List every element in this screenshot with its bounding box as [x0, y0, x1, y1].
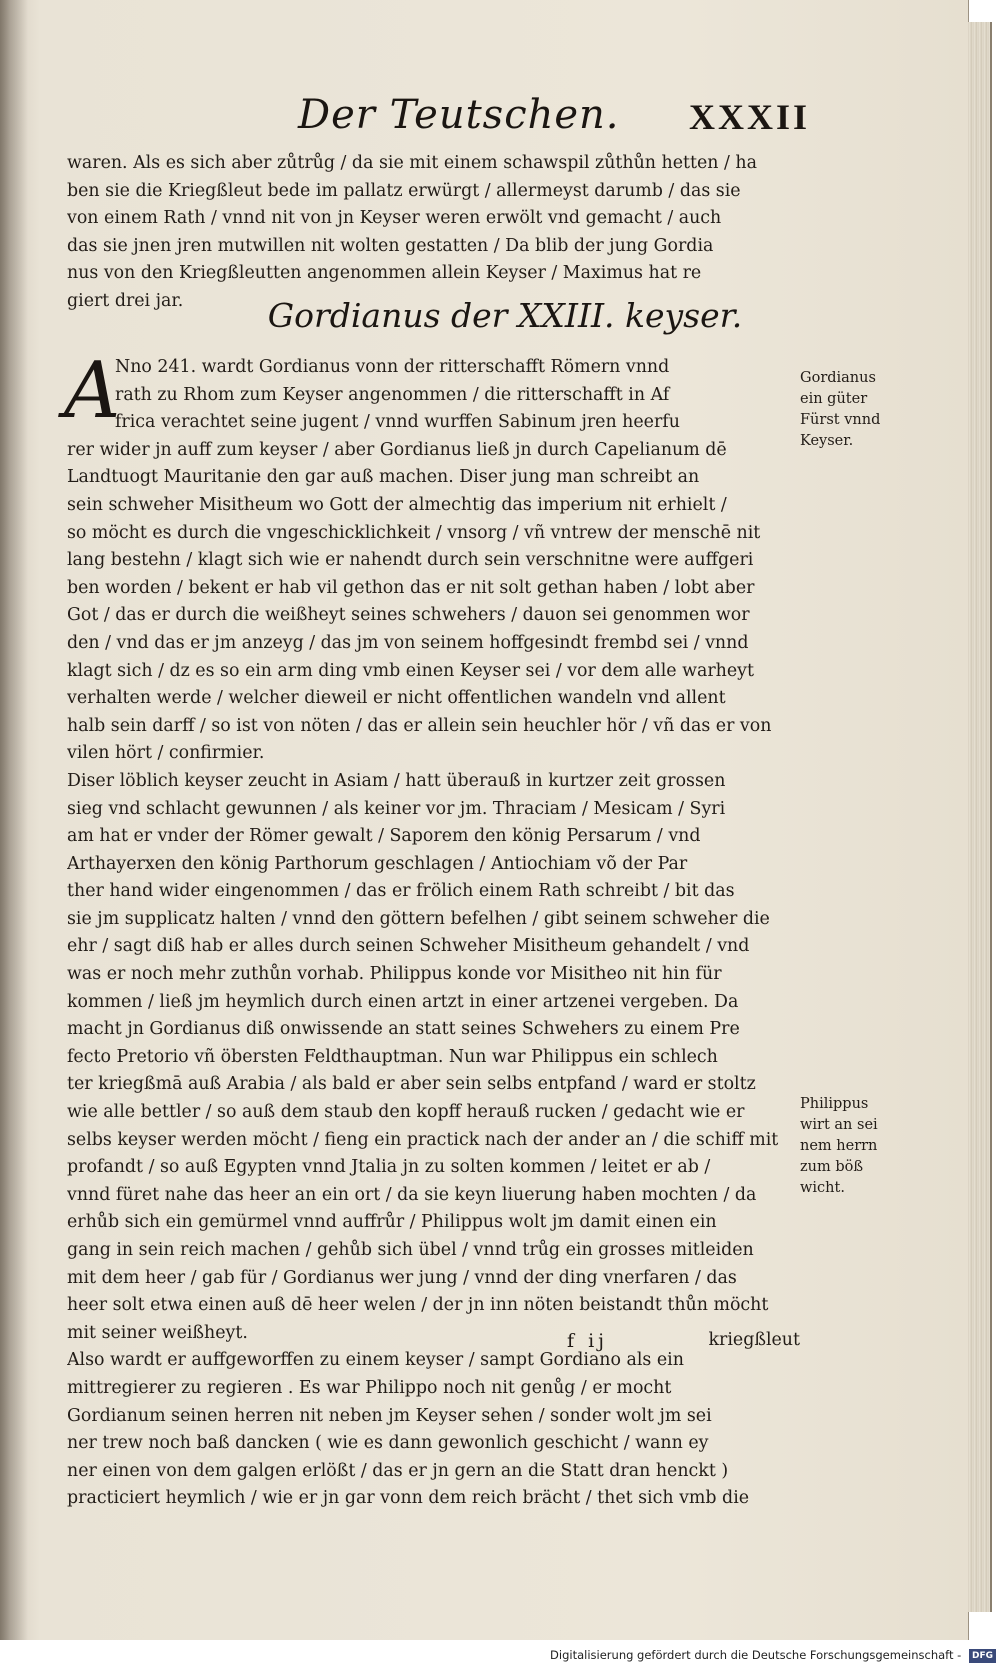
drop-cap-initial: A: [64, 346, 121, 436]
margin-note-line: Fürst vnnd: [800, 412, 881, 428]
digitization-credit: [0, 1646, 996, 1664]
text-line: mit seiner weißheyt.: [67, 1322, 248, 1343]
page-footer: [67, 1330, 800, 1358]
margin-note-line: Keyser.: [800, 433, 854, 449]
text-line: sie jm supplicatz halten / vnnd den göttern befelhen / gibt seinem schweher die: [67, 908, 770, 929]
margin-note-line: Philippus: [800, 1096, 869, 1112]
text-line: ther hand wider eingenommen / das er frölich einem Rath schreibt / bit das: [67, 881, 735, 902]
text-line: selbs keyser werden möcht / fieng ein practick nach der ander an / die schiff mit: [67, 1129, 779, 1150]
text-line: lang bestehn / klagt sich wie er nahendt durch sein verschnitne were auffgeri: [67, 550, 754, 571]
text-line: gang in sein reich machen / gehůb sich übel / vnnd trůg ein grosses mitleiden: [67, 1240, 754, 1260]
text-line: fecto Pretorio vñ öbersten Feldthauptman. Nun war Philippus ein schlech: [67, 1046, 718, 1067]
text-line: mittregierer zu regieren . Es war Philippo noch nit genůg / er mocht: [67, 1377, 672, 1398]
text-line: ben worden / bekent er hab vil gethon das er nit solt gethan haben / lobt aber: [67, 577, 755, 598]
margin-note-line: wicht.: [800, 1180, 845, 1196]
text-line: erhůb sich ein gemürmel vnnd auffrůr / Philippus wolt jm damit einen ein: [67, 1212, 717, 1233]
margin-note-line: ein güter: [800, 391, 868, 407]
page-fore-edge: [968, 22, 992, 1612]
margin-note-line: zum böß: [800, 1159, 864, 1175]
dfg-logo: DFG: [969, 1649, 996, 1663]
text-line: klagt sich / dz es so ein arm ding vmb einen Keyser sei / vor dem alle warheyt: [67, 660, 754, 681]
running-head: Der Teutschen.: [298, 92, 620, 138]
text-block-intro: [67, 150, 790, 316]
text-line: sieg vnd schlacht gewunnen / als keiner vor jm. Thraciam / Mesicam / Syri: [67, 798, 726, 819]
folio-number: XXXII: [688, 97, 810, 137]
text-line: nus von den Kriegßleutten angenommen allein Keyser / Maximus hat re: [67, 263, 702, 284]
page-header: [70, 92, 810, 152]
text-line: kommen / ließ jm heymlich durch einen artzt in einer artzenei vergeben. Da: [67, 991, 739, 1012]
text-line: ter kriegßmā auß Arabia / als bald er aber sein selbs entpfand / ward er stoltz: [67, 1074, 756, 1095]
text-line: Gordianum seinen herren nit neben jm Keyser sehen / sonder wolt jm sei: [67, 1405, 712, 1426]
text-line: Landtuogt Mauritanie den gar auß machen. Diser jung man schreibt an: [67, 467, 700, 488]
text-line: heer solt etwa einen auß dē heer welen / der jn inn nöten beistandt thůn möcht: [67, 1295, 769, 1316]
text-line: profandt / so auß Egypten vnnd Jtalia jn zu solten kommen / leitet er ab /: [67, 1157, 711, 1178]
text-line: sein schweher Misitheum wo Gott der almechtig das imperium nit erhielt /: [67, 494, 727, 515]
text-line: ehr / sagt diß hab er alles durch seinen Schweher Misitheum gehandelt / vnd: [67, 936, 750, 957]
text-line: von einem Rath / vnnd nit von jn Keyser weren erwölt vnd gemacht / auch: [67, 208, 722, 229]
margin-note-line: nem herrn: [800, 1138, 878, 1154]
margin-note-philippus: [800, 1094, 960, 1199]
text-line: Arthayerxen den könig Parthorum geschlagen / Antiochiam võ der Par: [67, 853, 688, 874]
text-line: so möcht es durch die vngeschicklichkeit / vnsorg / vñ vntrew der menschē nit: [67, 522, 761, 543]
text-line: giert drei jar.: [67, 290, 184, 311]
chapter-heading: Gordianus der XXIII. keyser.: [267, 296, 743, 335]
text-line: was er noch mehr zuthůn vorhab. Philippus konde vor Misitheo nit hin für: [67, 964, 722, 985]
text-line: halb sein darff / so ist von nöten / das er allein sein heuchler hör / vñ das er von: [67, 715, 772, 736]
text-line: rer wider jn auff zum keyser / aber Gordianus ließ jn durch Capelianum dē: [67, 439, 727, 460]
catchword: kriegßleut: [708, 1330, 800, 1350]
text-line: mit dem heer / gab für / Gordianus wer jung / vnnd der ding vnerfaren / das: [67, 1267, 737, 1288]
text-line: macht jn Gordianus diß onwissende an statt seines Schwehers zu einem Pre: [67, 1019, 740, 1040]
text-line: practiciert heymlich / wie er jn gar vonn dem reich brächt / thet sich vmb die: [67, 1488, 750, 1509]
text-line: vnnd füret nahe das heer an ein ort / da sie keyn liuerung haben mochten / da: [67, 1184, 757, 1205]
text-line: Diser löblich keyser zeucht in Asiam / hatt überauß in kurtzer zeit grossen: [67, 770, 726, 791]
text-line: wie alle bettler / so auß dem staub den kopff herauß rucken / gedacht wie er: [67, 1102, 745, 1123]
text-line: Got / das er durch die weißheyt seines schwehers / dauon sei genommen wor: [67, 605, 750, 626]
text-line: ner einen von dem galgen erlößt / das er jn gern an die Statt dran henckt ): [67, 1460, 729, 1481]
text-line: waren. Als es sich aber zůtrůg / da sie mit einem schawspil zůthůn hetten / ha: [67, 153, 757, 173]
text-line: am hat er vnder der Römer gewalt / Saporem den könig Persarum / vnd: [67, 826, 701, 847]
text-line: frica verachtet seine jugent / vnnd wurffen Sabinum jren heerfu: [115, 412, 680, 433]
text-line: Also wardt er auffgeworffen zu einem keyser / sampt Gordiano als ein: [67, 1350, 684, 1371]
text-line: ner trew noch baß dancken ( wie es dann gewonlich geschicht / wann ey: [67, 1433, 709, 1454]
text-line: rath zu Rhom zum Keyser angenommen / die ritterschafft in Af: [115, 384, 670, 405]
text-line: verhalten werde / welcher dieweil er nicht offentlichen wandeln vnd allent: [67, 688, 726, 709]
text-line: das sie jnen jren mutwillen nit wolten gestatten / Da blib der jung Gordia: [67, 235, 714, 256]
text-line: vilen hört / confirmier.: [67, 743, 265, 764]
text-line: den / vnd das er jm anzeyg / das jm von seinem hoffgesindt frembd sei / vnnd: [67, 632, 749, 653]
margin-note-line: wirt an sei: [800, 1117, 878, 1133]
credit-text: Digitalisierung gefördert durch die Deutsche Forschungsgemeinschaft -: [550, 1648, 962, 1662]
margin-note-gordianus: [800, 368, 960, 452]
margin-note-line: Gordianus: [800, 370, 876, 386]
text-line: ben sie die Kriegßleut bede im pallatz erwürgt / allermeyst darumb / das sie: [67, 180, 741, 201]
signature-mark: f ij: [567, 1330, 609, 1352]
text-line: Nno 241. wardt Gordianus vonn der ritterschafft Römern vnnd: [115, 357, 670, 377]
